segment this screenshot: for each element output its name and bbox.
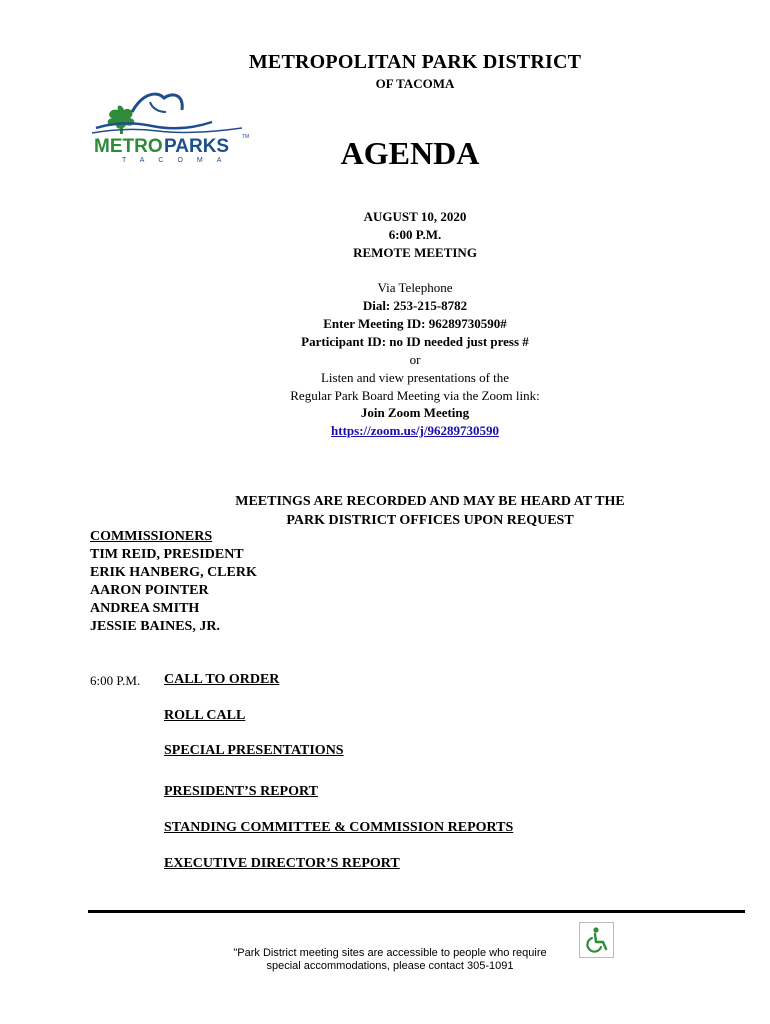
meeting-id: Enter Meeting ID: 96289730590# <box>323 316 507 331</box>
commissioner: ERIK HANBERG, CLERK <box>90 565 257 580</box>
agenda-item: SPECIAL PRESENTATIONS <box>164 743 344 758</box>
footer-divider <box>88 910 745 913</box>
recording-notice <box>45 492 770 530</box>
commissioner: AARON POINTER <box>90 583 209 598</box>
listen-line-2: Regular Park Board Meeting via the Zoom link: <box>290 388 540 403</box>
logo-text-metro: METRO <box>94 136 163 157</box>
agenda-item: PRESIDENT’S REPORT <box>164 784 318 799</box>
agenda-start-time: 6:00 P.M. <box>90 673 141 688</box>
agenda-item: CALL TO ORDER <box>164 672 280 687</box>
join-zoom: Join Zoom Meeting <box>360 405 470 420</box>
commissioners-list <box>90 528 257 636</box>
logo-tm: TM <box>242 134 250 140</box>
listen-line-1: Listen and view presentations of the <box>320 370 510 385</box>
notice-line-2: PARK DISTRICT OFFICES UPON REQUEST <box>286 513 574 528</box>
meeting-time: 6:00 P.M. <box>388 227 442 242</box>
agenda-item: EXECUTIVE DIRECTOR’S REPORT <box>164 856 400 871</box>
dial-number: Dial: 253-215-8782 <box>362 298 468 313</box>
participant-id: Participant ID: no ID needed just press # <box>301 334 529 349</box>
zoom-link[interactable]: https://zoom.us/j/96289730590 <box>331 423 499 438</box>
org-name: METROPOLITAN PARK DISTRICT <box>248 51 582 73</box>
meeting-type: REMOTE MEETING <box>353 245 477 260</box>
accessibility-notice <box>180 947 600 973</box>
agenda-item: ROLL CALL <box>164 708 246 723</box>
agenda-item: STANDING COMMITTEE & COMMISSION REPORTS <box>164 820 514 835</box>
logo-text-city: TACOMA <box>122 157 236 164</box>
org-subtitle: OF TACOMA <box>375 76 455 91</box>
or-separator: or <box>409 352 421 367</box>
meeting-date: AUGUST 10, 2020 <box>363 209 467 224</box>
commissioner: ANDREA SMITH <box>90 601 200 616</box>
accessibility-line-1: "Park District meeting sites are accessible to people who require <box>233 947 547 959</box>
notice-line-1: MEETINGS ARE RECORDED AND MAY BE HEARD AT THE <box>235 494 625 509</box>
via-telephone: Via Telephone <box>377 280 453 295</box>
commissioners-heading: COMMISSIONERS <box>90 529 213 544</box>
commissioner: JESSIE BAINES, JR. <box>90 619 220 634</box>
logo-text-parks: PARKS <box>164 136 230 157</box>
commissioner: TIM REID, PRESIDENT <box>90 547 244 562</box>
accessibility-line-2: special accommodations, please contact 305-1091 <box>266 960 514 972</box>
agenda-title: AGENDA <box>340 135 480 171</box>
